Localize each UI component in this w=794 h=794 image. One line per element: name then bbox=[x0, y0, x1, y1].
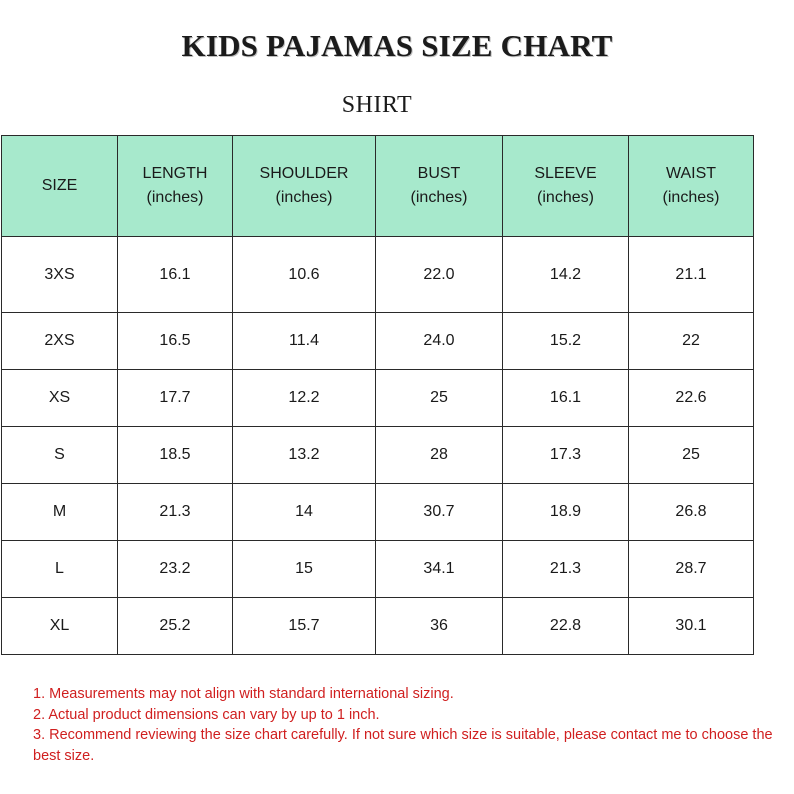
header-unit: (inches) bbox=[537, 189, 594, 206]
header-unit: (inches) bbox=[146, 189, 204, 206]
header-label: WAIST bbox=[665, 165, 717, 182]
size-chart-table bbox=[1, 135, 754, 655]
header-size bbox=[2, 136, 118, 237]
header-label: SHOULDER bbox=[259, 165, 349, 182]
cell-length: 17.7 bbox=[118, 370, 233, 427]
header-label: BUST bbox=[417, 165, 461, 182]
cell-size: M bbox=[2, 484, 118, 541]
cell-waist: 30.1 bbox=[629, 598, 754, 655]
cell-bust: 28 bbox=[376, 427, 503, 484]
cell-shoulder: 15.7 bbox=[233, 598, 376, 655]
section-subtitle: SHIRT bbox=[341, 92, 413, 118]
header-unit: (inches) bbox=[662, 189, 720, 206]
cell-shoulder: 14 bbox=[233, 484, 376, 541]
cell-bust: 22.0 bbox=[376, 237, 503, 313]
note-item: 3. Recommend reviewing the size chart carefully. If not sure which size is suitable, please contact me to choose the best size. bbox=[33, 727, 773, 764]
cell-waist: 22.6 bbox=[629, 370, 754, 427]
cell-shoulder: 15 bbox=[233, 541, 376, 598]
header-sleeve bbox=[503, 136, 629, 237]
cell-size: L bbox=[2, 541, 118, 598]
cell-waist: 25 bbox=[629, 427, 754, 484]
cell-shoulder: 13.2 bbox=[233, 427, 376, 484]
header-length bbox=[118, 136, 233, 237]
page-title: KIDS PAJAMAS SIZE CHART bbox=[181, 28, 613, 63]
cell-waist: 28.7 bbox=[629, 541, 754, 598]
table-row bbox=[2, 237, 754, 313]
cell-sleeve: 14.2 bbox=[503, 237, 629, 313]
cell-bust: 34.1 bbox=[376, 541, 503, 598]
cell-length: 18.5 bbox=[118, 427, 233, 484]
cell-size: XS bbox=[2, 370, 118, 427]
header-shoulder bbox=[233, 136, 376, 237]
note-item: 1. Measurements may not align with standard international sizing. bbox=[33, 686, 454, 702]
cell-shoulder: 11.4 bbox=[233, 313, 376, 370]
cell-length: 16.5 bbox=[118, 313, 233, 370]
cell-sleeve: 17.3 bbox=[503, 427, 629, 484]
header-unit: (inches) bbox=[410, 189, 468, 206]
cell-sleeve: 21.3 bbox=[503, 541, 629, 598]
cell-size: 2XS bbox=[2, 313, 118, 370]
cell-size: S bbox=[2, 427, 118, 484]
cell-waist: 26.8 bbox=[629, 484, 754, 541]
table-row bbox=[2, 427, 754, 484]
cell-length: 23.2 bbox=[118, 541, 233, 598]
cell-length: 25.2 bbox=[118, 598, 233, 655]
cell-length: 21.3 bbox=[118, 484, 233, 541]
table-row bbox=[2, 370, 754, 427]
cell-shoulder: 12.2 bbox=[233, 370, 376, 427]
cell-length: 16.1 bbox=[118, 237, 233, 313]
table-row bbox=[2, 598, 754, 655]
header-label: SIZE bbox=[41, 177, 78, 194]
cell-shoulder: 10.6 bbox=[233, 237, 376, 313]
notes-section bbox=[33, 684, 788, 766]
header-waist bbox=[629, 136, 754, 237]
cell-bust: 25 bbox=[376, 370, 503, 427]
table-header-row bbox=[2, 136, 754, 237]
cell-bust: 30.7 bbox=[376, 484, 503, 541]
table-row bbox=[2, 313, 754, 370]
header-unit: (inches) bbox=[275, 189, 333, 206]
table-row bbox=[2, 541, 754, 598]
cell-sleeve: 15.2 bbox=[503, 313, 629, 370]
cell-sleeve: 16.1 bbox=[503, 370, 629, 427]
cell-bust: 36 bbox=[376, 598, 503, 655]
cell-size: 3XS bbox=[2, 237, 118, 313]
cell-sleeve: 18.9 bbox=[503, 484, 629, 541]
header-label: LENGTH bbox=[142, 165, 208, 182]
header-label: SLEEVE bbox=[534, 165, 597, 182]
header-bust bbox=[376, 136, 503, 237]
cell-waist: 21.1 bbox=[629, 237, 754, 313]
cell-size: XL bbox=[2, 598, 118, 655]
cell-waist: 22 bbox=[629, 313, 754, 370]
cell-sleeve: 22.8 bbox=[503, 598, 629, 655]
cell-bust: 24.0 bbox=[376, 313, 503, 370]
note-item: 2. Actual product dimensions can vary by up to 1 inch. bbox=[33, 706, 380, 723]
table-row bbox=[2, 484, 754, 541]
